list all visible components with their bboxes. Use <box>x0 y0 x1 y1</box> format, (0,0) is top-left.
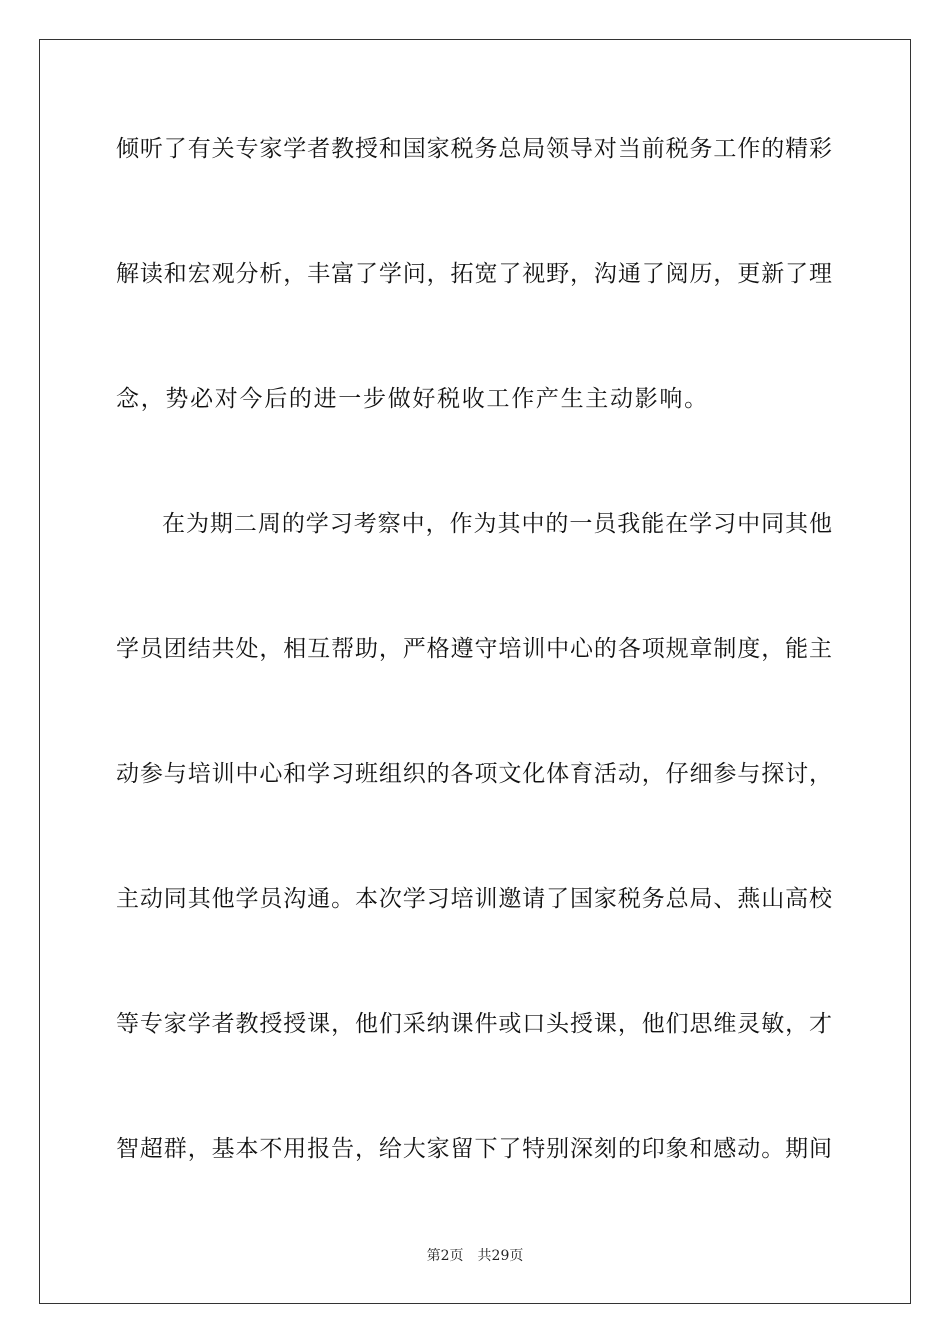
body-text-line-6: 动参与培训中心和学习班组织的各项文化体育活动，仔细参与探讨， <box>116 761 832 787</box>
body-text-line-4-paragraph-start: 在为期二周的学习考察中，作为其中的一员我能在学习中同其他 <box>162 511 832 537</box>
page-border <box>39 39 911 1304</box>
body-text-line-5: 学员团结共处，相互帮助，严格遵守培训中心的各项规章制度，能主 <box>116 636 832 662</box>
body-text-line-2: 解读和宏观分析，丰富了学问，拓宽了视野，沟通了阅历，更新了理 <box>116 261 832 287</box>
body-text-line-8: 等专家学者教授授课，他们采纳课件或口头授课，他们思维灵敏，才 <box>116 1011 832 1037</box>
total-pages: 共29页 <box>477 1248 524 1264</box>
body-text-line-3: 念，势必对今后的进一步做好税收工作产生主动影响。 <box>116 386 709 412</box>
page-number: 第2页 <box>426 1248 464 1264</box>
body-text-line-9: 智超群，基本不用报告，给大家留下了特别深刻的印象和感动。期间 <box>116 1136 832 1162</box>
body-text-line-7: 主动同其他学员沟通。本次学习培训邀请了国家税务总局、燕山高校 <box>116 886 832 912</box>
body-text-line-1: 倾听了有关专家学者教授和国家税务总局领导对当前税务工作的精彩 <box>116 136 832 162</box>
page-footer <box>0 1247 950 1265</box>
